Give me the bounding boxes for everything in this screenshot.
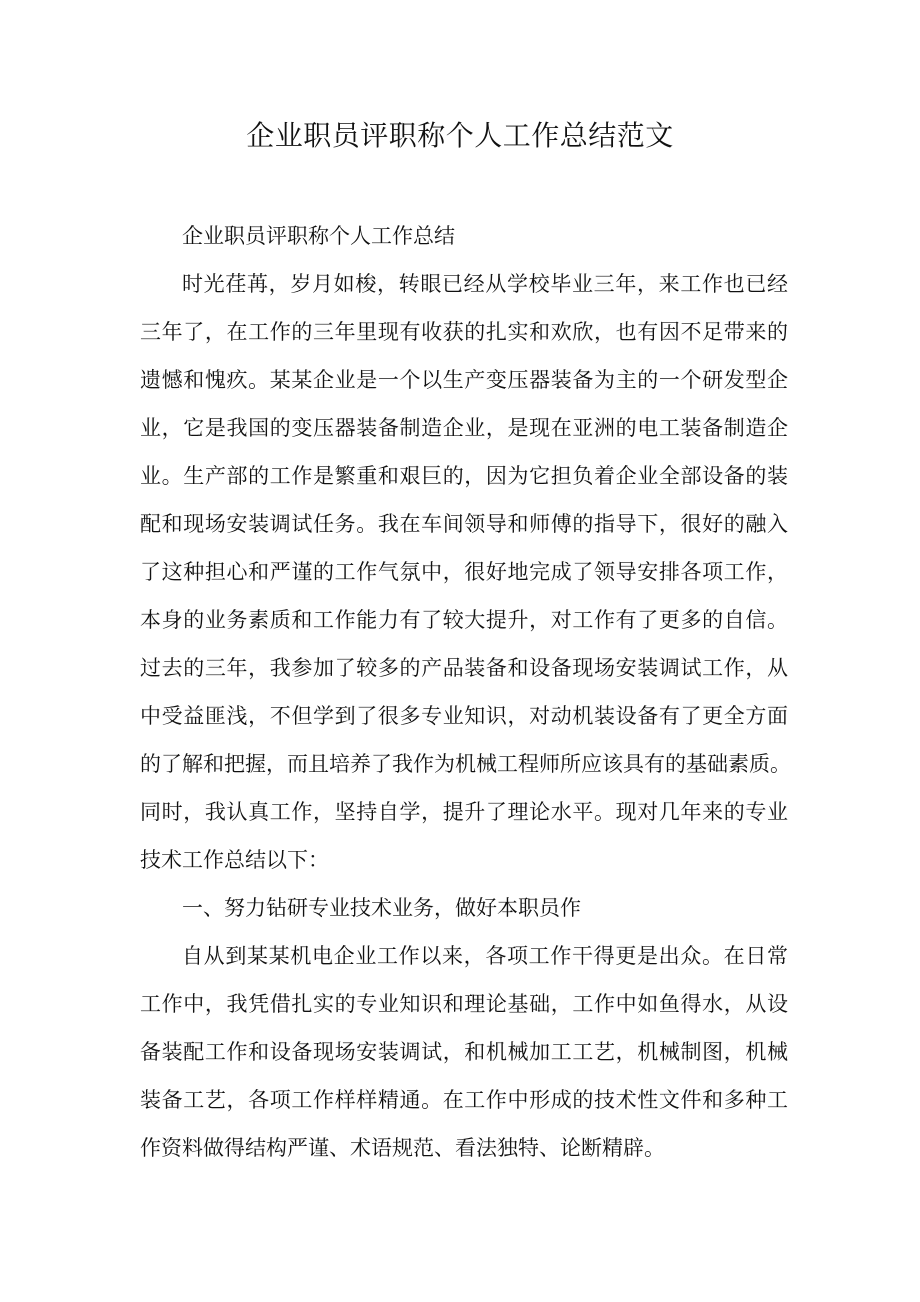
paragraph-line: 三年了，在工作的三年里现有收获的扎实和欢欣，也有因不足带来的: [140, 320, 788, 344]
paragraph-line: 作资料做得结构严谨、术语规范、看法独特、论断精辟。: [140, 1136, 665, 1160]
paragraph-line: 的了解和把握，而且培养了我作为机械工程师所应该具有的基础素质。: [140, 752, 791, 776]
paragraph-line: 工作中，我凭借扎实的专业知识和理论基础，工作中如鱼得水，从设: [140, 992, 788, 1016]
paragraph-line: 自从到某某机电企业工作以来，各项工作干得更是出众。在日常: [182, 944, 788, 968]
paragraph-line: 同时，我认真工作，坚持自学，提升了理论水平。现对几年来的专业: [140, 800, 788, 824]
paragraph-line: 本身的业务素质和工作能力有了较大提升，对工作有了更多的自信。: [140, 608, 788, 632]
document-title: 企业职员评职称个人工作总结范文: [246, 119, 674, 152]
paragraph-line: 时光荏苒，岁月如梭，转眼已经从学校毕业三年，来工作也已经: [182, 272, 788, 296]
paragraph-line: 过去的三年，我参加了较多的产品装备和设备现场安装调试工作，从: [140, 656, 788, 680]
document-body: [140, 212, 791, 1172]
paragraph-line: 中受益匪浅，不但学到了很多专业知识，对动机装设备有了更全方面: [140, 704, 788, 728]
paragraph-line: 技术工作总结以下：: [140, 848, 329, 872]
paragraph-line: 遗憾和愧疚。某某企业是一个以生产变压器装备为主的一个研发型企: [140, 368, 788, 392]
paragraph-line: 业。生产部的工作是繁重和艰巨的，因为它担负着企业全部设备的装: [140, 464, 788, 488]
paragraph-line: 备装配工作和设备现场安装调试，和机械加工工艺，机械制图，机械: [140, 1040, 788, 1064]
paragraph-line: 业，它是我国的变压器装备制造企业，是现在亚洲的电工装备制造企: [140, 416, 788, 440]
paragraph-line: 装备工艺，各项工作样样精通。在工作中形成的技术性文件和多种工: [140, 1088, 788, 1112]
paragraph-line: 配和现场安装调试任务。我在车间领导和师傅的指导下，很好的融入: [140, 512, 788, 536]
section-heading: 企业职员评职称个人工作总结: [182, 224, 455, 248]
section-heading: 一、努力钻研专业技术业务，做好本职员作: [182, 896, 581, 920]
paragraph-line: 了这种担心和严谨的工作气氛中，很好地完成了领导安排各项工作，: [140, 560, 788, 584]
